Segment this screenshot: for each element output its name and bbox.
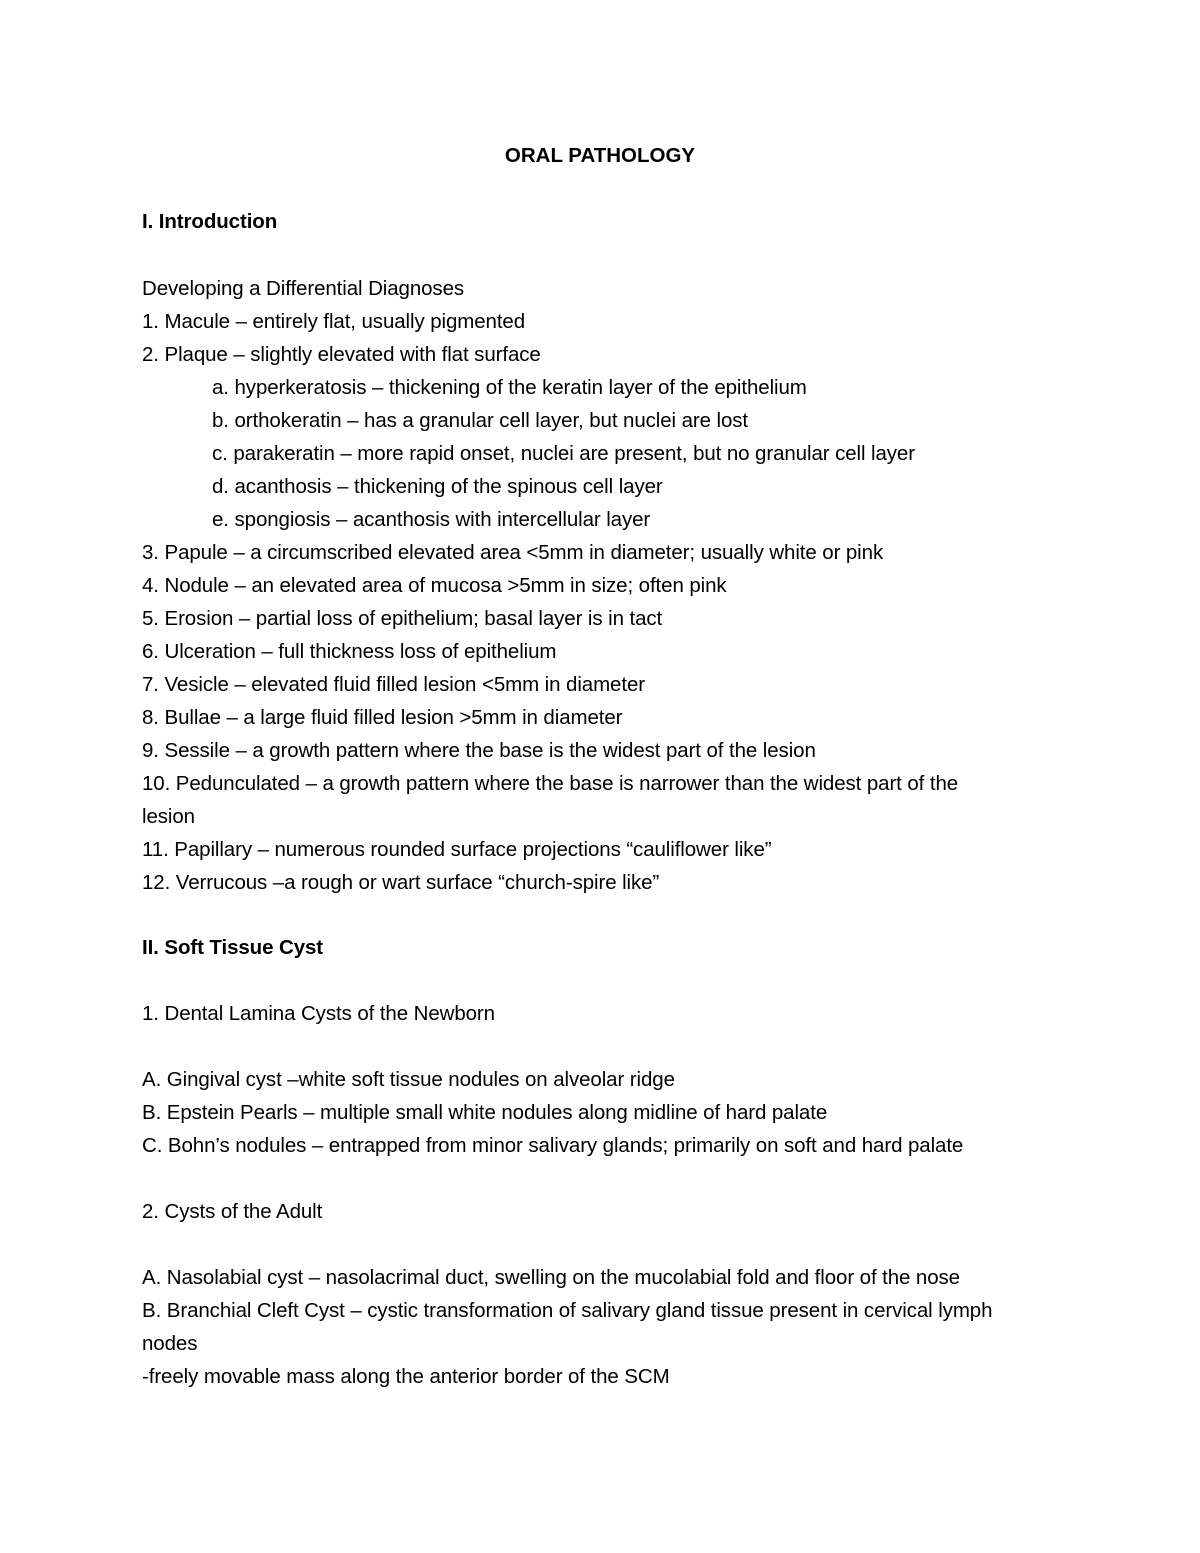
list-item-note: -freely movable mass along the anterior border of the SCM: [142, 1365, 670, 1388]
list-item: 10. Pedunculated – a growth pattern where the base is narrower than the widest part of the: [142, 772, 959, 795]
list-item: 7. Vesicle – elevated fluid filled lesion <5mm in diameter: [142, 673, 645, 696]
list-item: 1. Macule – entirely flat, usually pigmented: [142, 310, 526, 333]
sub-list-item: d. acanthosis – thickening of the spinous cell layer: [212, 475, 663, 498]
list-item: A. Gingival cyst –white soft tissue nodules on alveolar ridge: [142, 1068, 675, 1091]
sub-list-item: c. parakeratin – more rapid onset, nuclei are present, but no granular cell layer: [212, 442, 915, 465]
section-heading-soft-tissue-cyst: II. Soft Tissue Cyst: [142, 936, 324, 959]
sub-list-item: e. spongiosis – acanthosis with intercellular layer: [212, 508, 651, 531]
list-item: 11. Papillary – numerous rounded surface projections “cauliflower like”: [142, 838, 772, 861]
list-item: 12. Verrucous –a rough or wart surface “church-spire like”: [142, 871, 660, 894]
list-item-continuation: nodes: [142, 1332, 198, 1355]
sub-list-item: b. orthokeratin – has a granular cell layer, but nuclei are lost: [212, 409, 749, 432]
list-item: B. Branchial Cleft Cyst – cystic transformation of salivary gland tissue present in cervical lymph: [142, 1299, 993, 1322]
page-title: ORAL PATHOLOGY: [504, 144, 696, 167]
list-item: 2. Plaque – slightly elevated with flat surface: [142, 343, 541, 366]
section-heading-introduction: I. Introduction: [142, 210, 278, 233]
list-item: A. Nasolabial cyst – nasolacrimal duct, swelling on the mucolabial fold and floor of the nose: [142, 1266, 960, 1289]
list-item: 4. Nodule – an elevated area of mucosa >5mm in size; often pink: [142, 574, 727, 597]
subsection-heading-adult: 2. Cysts of the Adult: [142, 1200, 323, 1223]
subheading-differential-diagnoses: Developing a Differential Diagnoses: [142, 277, 465, 300]
list-item: C. Bohn’s nodules – entrapped from minor salivary glands; primarily on soft and hard palate: [142, 1134, 964, 1157]
list-item: 9. Sessile – a growth pattern where the base is the widest part of the lesion: [142, 739, 816, 762]
sub-list-item: a. hyperkeratosis – thickening of the keratin layer of the epithelium: [212, 376, 807, 399]
subsection-heading-newborn: 1. Dental Lamina Cysts of the Newborn: [142, 1002, 495, 1025]
list-item: 6. Ulceration – full thickness loss of epithelium: [142, 640, 557, 663]
list-item: B. Epstein Pearls – multiple small white nodules along midline of hard palate: [142, 1101, 828, 1124]
list-item: 5. Erosion – partial loss of epithelium; basal layer is in tact: [142, 607, 663, 630]
list-item-continuation: lesion: [142, 805, 195, 828]
list-item: 8. Bullae – a large fluid filled lesion >5mm in diameter: [142, 706, 623, 729]
list-item: 3. Papule – a circumscribed elevated area <5mm in diameter; usually white or pink: [142, 541, 884, 564]
